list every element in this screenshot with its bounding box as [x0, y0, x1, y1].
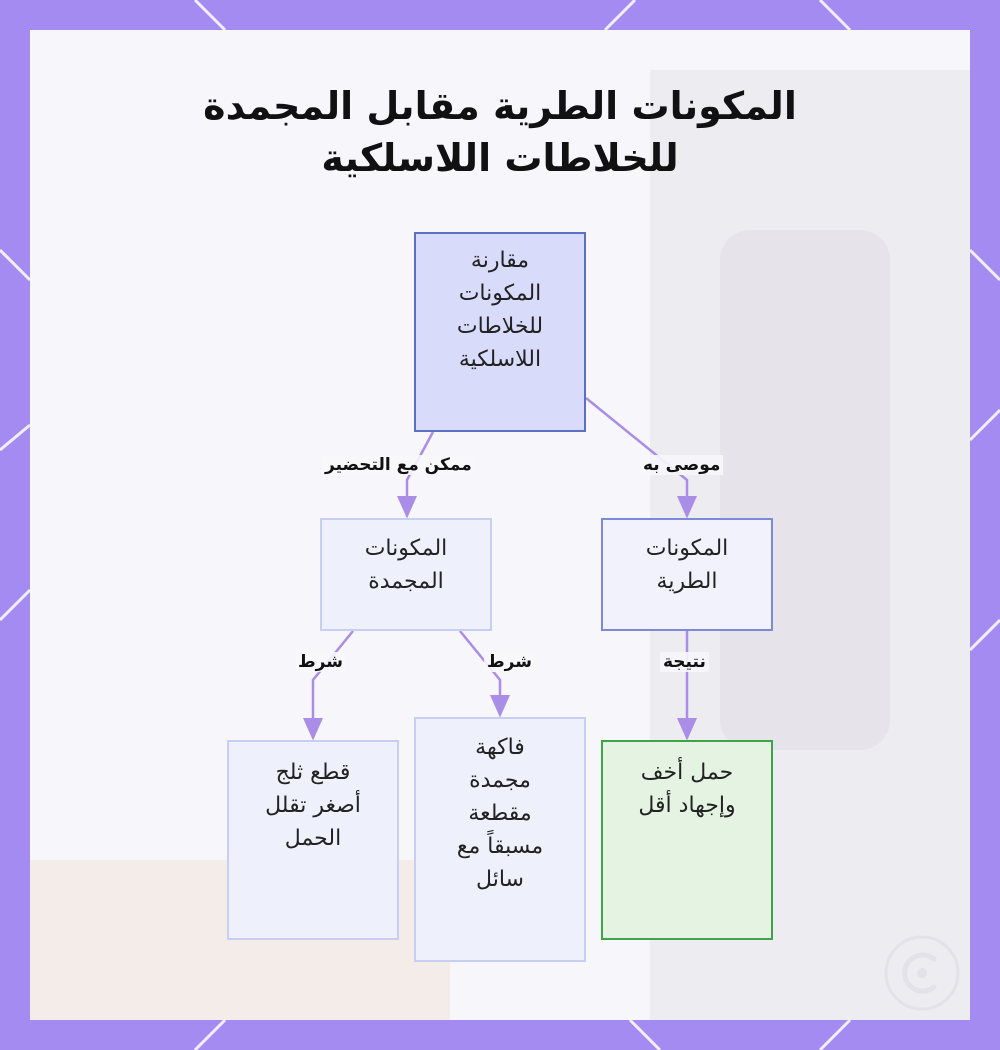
edge-frozen-ice — [313, 631, 353, 738]
node-frozen-fruit: فاكهة مجمدة مقطعة مسبقاً مع سائل — [414, 717, 586, 962]
title-line-2: للخلاطات اللاسلكية — [321, 136, 679, 180]
edge-frozen-fruit — [460, 631, 500, 715]
edge-label-recommended: موصى به — [640, 455, 723, 475]
edge-label-possible: ممكن مع التحضير — [322, 455, 475, 475]
watermark-logo-icon — [882, 933, 962, 1013]
node-fresh-result: حمل أخف وإجهاد أقل — [601, 740, 773, 940]
node-fresh-ingredients: المكونات الطرية — [601, 518, 773, 631]
title-line-1: المكونات الطرية مقابل المجمدة — [203, 84, 797, 128]
node-frozen-ingredients: المكونات المجمدة — [320, 518, 492, 631]
edge-label-condition-ice: شرط — [295, 652, 346, 672]
node-ice-pieces: قطع ثلج أصغر تقلل الحمل — [227, 740, 399, 940]
edge-label-condition-fruit: شرط — [484, 652, 535, 672]
edge-label-result: نتيجة — [660, 652, 709, 672]
node-root-comparison: مقارنة المكونات للخلاطات اللاسلكية — [414, 232, 586, 432]
